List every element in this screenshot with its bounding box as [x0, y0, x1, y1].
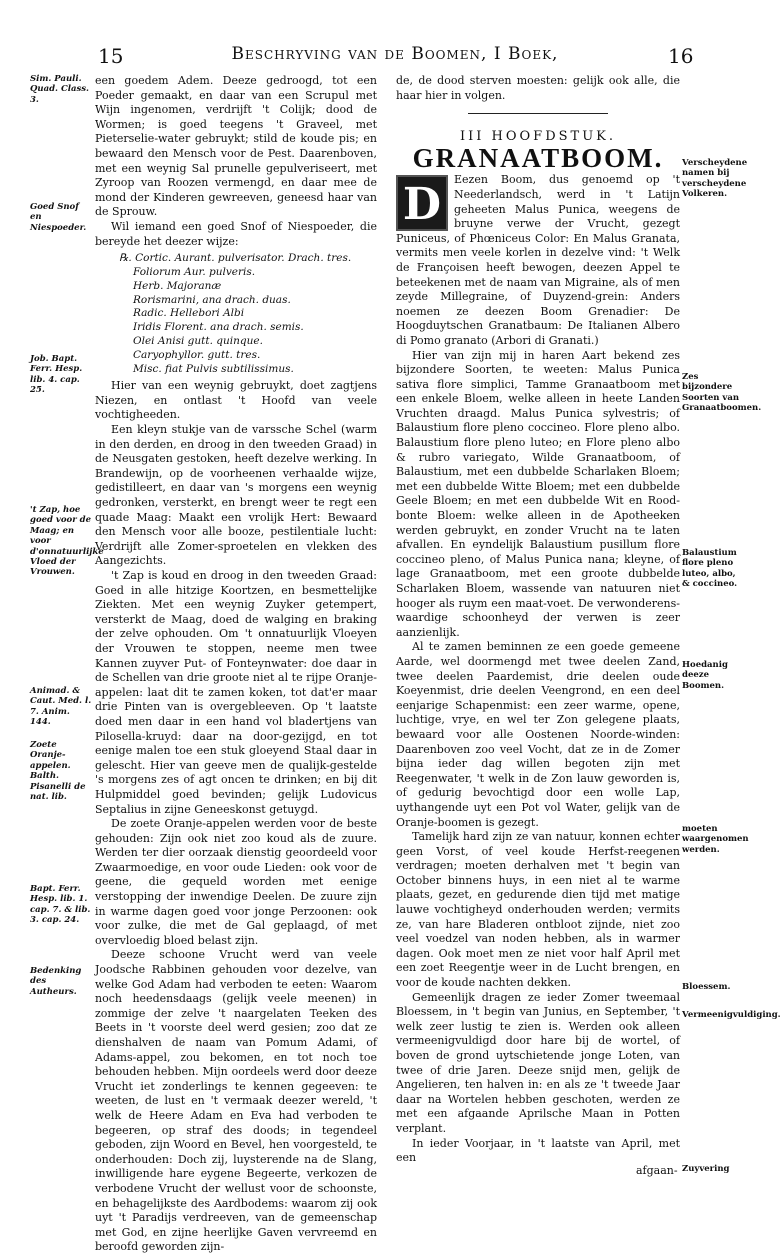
right-text-column	[396, 74, 680, 1166]
margin-note: Zoete Oranje-appelen. Balth. Pisanelli de nat. lib.	[30, 740, 86, 803]
page-number-right: 16	[668, 44, 694, 68]
recipe-line: Misc. fiat Pulvis subtilissimus.	[133, 362, 294, 375]
recipe-line: Herb. Majoranæ	[133, 279, 222, 292]
paragraph: Eezen Boom, dus genoemd op 't Neederlandsch, werd in 't Latijn geheeten Malus Punica, weegens de bruyne verwe der Vrucht, gezegt Puniceus, of Phœniceus Color: En Malus Granata, vermits men veele korlen in dezelve vind: 't Welk de Françoisen heeft bewogen, deezen Appel te beteekenen met de naam van Migraine, als of men zeyde Millegraine, of Duyzend-grein: Anders noemen ze deezen Boom Grenadier: De Hoogduytschen Granatbaum: De Italianen Albero di Pomo granato (Arbori di Granati.)	[396, 173, 680, 347]
paragraph: Hier van een weynig gebruykt, doet zagtjens Niezen, en ontlast 't Hoofd van veele vochtigheeden.	[95, 379, 377, 422]
chapter-heading: III HOOFDSTUK.	[459, 129, 616, 145]
margin-note: moeten waargenomen werden.	[682, 824, 749, 855]
paragraph: Al te zamen beminnen ze een goede gemeene Aarde, wel doormengd met twee deelen Zand, twee deelen Paardemist, drie deelen oude Koeyenmist, drie deelen Veengrond, en een deel eenjarige Schapenmist: een zeer warme, opene, luchtige, vrye, en wel ter Zon gelegene plaats, bewaard voor alle Oostenen Noorde-winden: Daarenboven zoo veel Vocht, dat ze in de Zomer bijna ieder dag willen begoten zijn met Reegenwater, 't welk in de Zon lauw geworden is, of gedurig bevochtigd door een wolle Lap, uythangende uyt een Pot vol Water, gelijk van de Oranje-boomen is gezegt.	[396, 640, 680, 829]
recipe-line: ℞. Cortic. Aurant. pulverisator. Drach. tres.	[119, 252, 352, 265]
paragraph: Een kleyn stukje van de varssche Schel (warm in den derden, en droog in den tweeden Graad) in de Neusgaten gestoken, heeft dezelve werking. In Brandewijn, op de voorheenen verhaalde wijze, gedistilleert, en daar van 's morgens een weynig gedronken, versterkt, en brengt weer te regt een quade Maag: Maakt een vrolijk Hert: Bewaard den Mensch voor alle booze, pestilentiale lucht: Verdrijft alle Zomer-sproetelen en vlekken des Aangezichts.	[95, 423, 377, 568]
margin-note: Goed Snof en Niespoeder.	[30, 202, 87, 233]
paragraph: Wil iemand een goed Snof of Niespoeder, die bereyde het deezer wijze:	[95, 219, 377, 248]
margin-note: Vermeenigvuldiging.	[682, 1010, 781, 1020]
paragraph: In ieder Voorjaar, in 't laatste van April, met een	[396, 1136, 680, 1165]
margin-note: Balaustium flore pleno luteo, albo, & coccineo.	[682, 548, 738, 590]
running-title: Beschryving van de Boomen, I Boek,	[231, 44, 559, 64]
catchword: afgaan-	[636, 1164, 678, 1177]
margin-note: Bedenking des Autheurs.	[30, 966, 82, 997]
margin-note: Zuyvering	[682, 1164, 730, 1174]
recipe-line: Olei Anisi gutt. quinque.	[133, 334, 263, 347]
recipe-line: Radic. Hellebori Albi	[133, 307, 245, 320]
margin-note: Animad. & Caut. Med. l. 7. Anim. 144.	[30, 686, 92, 728]
chapter-title: GRANAATBOOM.	[412, 142, 664, 173]
paragraph: Hier van zijn mij in haren Aart bekend zes bijzondere Soorten, te weeten: Malus Punica sativa flore simplici, Tamme Granaatboom met een enkele Bloem, welke alleen in heete Landen Vruchten draagd. Malus Punica sylvestris; of Balaustium flore pleno coccineo. Flore pleno albo. Balaustium flore pleno luteo; en Flore pleno albo & rubro variegato, Wilde Granaatboom, of Balaustium, met een dubbelde Scharlaken Bloem; met een dubbelde Witte Bloem; met een dubbelde Geele Bloem; en met een dubbelde Wit en Rood-bonte Bloem: welke alleen in de Apotheeken werden gebruykt, en zonder Vrucht na te laten afvallen. En eyndelijk Balaustium pusillum flore coccineo pleno, of Malus Punica nana; kleyne, of lage Granaatboom, met een groote dubbelde Scharlaken Bloem, wassende van natuuren niet hooger als ruym een maat-voet. De verwonderens-waardige schoonheyd der verwen is zeer aanzienlijk.	[396, 348, 680, 639]
paragraph: Tamelijk hard zijn ze van natuur, konnen echter geen Vorst, of veel koude Herfst-reegenen verdragen; moeten derhalven met 't begin van October binnens huys, in een niet al te warme plaats, gezet, en gedurende dien tijd met matige lauwe vochtigheyd onderhouden werden; vermits ze, van hare Bladeren ontbloot zijnde, niet zoo veel voedzel van noden hebben, als in warmer dagen. Ook moet men ze niet voor half April met een zoet Reegentje weer in de Lucht brengen, en voor de koude nachten dekken.	[396, 830, 680, 990]
paragraph: De zoete Oranje-appelen werden voor de beste gehouden: Zijn ook niet zoo koud als de zuure. Werden ter dier oorzaak dienstig geoordeeld voor Zwaarmoedige, en voor oude Lieden: ook voor de geene, die gequeld worden met eenige verstopping der inwendige Deelen. De zuure zijn in warme dagen goed voor jonge Perzoonen: ook voor zulke, die met de Gal geplaagd, of met overvloedig bloed belast zijn.	[95, 817, 377, 947]
paragraph: een goedem Adem. Deeze gedroogd, tot een Poeder gemaakt, en daar van een Scrupul met Wijn ingenomen, verdrijft 't Colijk; dood de Wormen; is goed teegens 't Graveel, met Pieterselie-water gebruykt; stild de koude pis; en bewaard den Mensch voor de Pest. Daarenboven, met een weynig Sal prunelle gepulveriseert, met Zyroop van Roozen vermengd, en daar mee de mond der Kinderen gewreeven, geneesd haar van de Sprouw.	[95, 74, 377, 219]
margin-note: Bloessem.	[682, 982, 731, 992]
margin-note: Bapt. Ferr. Hesp. lib. 1. cap. 7. & lib. 3. cap. 24.	[30, 884, 91, 926]
paragraph: 't Zap is koud en droog in den tweeden Graad: Goed in alle hitzige Koortzen, en besmettelijke Ziekten. Met een weynig Zuyker getempert, versterkt de Maag, doed de walging en braking der zelve ophouden. Om 't onnatuurlijk Vloeyen der Vrouwen te stoppen, neeme men twee Kannen zuyver Put- of Fonteynwater: doe daar in de Schellen van drie groote niet al te rijpe Oranje-appelen: laat dit te zamen koken, tot dat'er maar drie Pinten van is overgebleeven. Op 't laatste doed men daar in een hand vol bladertjens van Pilosella-kruyd: daar na door-gezijgd, en tot eenige malen toe een stuk gloeyend Staal daar in gelescht. Hier van geeve men de qualijk-gestelde 's morgens zes of agt oncen te drinken; en bij dit Hulpmiddel goed bevinden; gelijk Ludovicus Septalius in zijne Geneeskonst getuygd.	[95, 569, 377, 816]
paragraph: de, de dood sterven moesten: gelijk ook alle, die haar hier in volgen.	[396, 74, 680, 102]
divider	[468, 113, 608, 114]
margin-note: Verscheydene namen bij verscheydene Volkeren.	[682, 158, 748, 200]
paragraph: Gemeenlijk dragen ze ieder Zomer tweemaal Bloessem, in 't begin van Junius, en September, 't welk zeer lustig te zien is. Werden ook alleen vermeenigvuldigd door hare bij de wortel, of boven de grond uytschietende jonge Loten, van twee of drie Jaren. Deeze snijd men, gelijk de Angelieren, ten halven in: en als ze 't tweede Jaar daar na Wortelen hebben geschoten, werden ze met een afgaande Aprilsche Maan in Potten verplant.	[396, 990, 680, 1135]
recipe-line: Caryophyllor. gutt. tres.	[133, 348, 261, 361]
margin-note: Zes bijzondere Soorten van Granaatboomen.	[682, 372, 762, 414]
paragraph: Deeze schoone Vrucht werd van veele Joodsche Rabbinen gehouden voor dezelve, van welke God Adam had verboden te eeten: Waarom noch heedensdaags (gelijk veele meenen) in zommige der zelve 't naargelaten Teeken des Beets in 't voorste deel werd gesien; zoo dat ze dienshalven de naam van Pomum Adami, of Adams-appel, zou bekomen, en tot noch toe behouden hebben. Mijn oordeels werd door deeze Vrucht iet zonderlings te kennen gegeeven: te weeten, de lust en 't vermaak deezer wereld, 't welk de Heere Adam en Eva had verboden te begeeren, op straf des doods; in tegendeel geboden, zijn Woord en Bevel, hen voorgesteld, te onderhouden: Doch zij, luysterende na de Slang, inwilligende hare eygene Begeerte, verkozen de verbodene Vrucht der wellust voor de schoonste, en behagelijkste des Aardbodems: waarom zij ook uyt 't Paradijs verdreeven, van de gemeenschap met God, en zijne heerlijke Gaven vervreemd en beroofd geworden zijn-	[95, 948, 377, 1254]
recipe-line: Foliorum Aur. pulveris.	[133, 265, 256, 278]
margin-note: Hoedanig deeze Boomen.	[682, 660, 728, 691]
margin-note: 't Zap, hoe goed voor de Maag; en voor d'onnatuurlijke Vloed der Vrouwen.	[30, 505, 104, 578]
page-number-left: 15	[98, 44, 124, 68]
margin-note: Sim. Pauli. Quad. Class. 3.	[30, 74, 89, 105]
margin-note: Job. Bapt. Ferr. Hesp. lib. 4. cap. 25.	[30, 354, 83, 396]
drop-cap: D	[396, 175, 448, 231]
left-text-column	[95, 74, 377, 1255]
recipe-line: Rorismarini, ana drach. duas.	[133, 293, 291, 306]
recipe-line: Iridis Florent. ana drach. semis.	[133, 321, 304, 334]
recipe	[119, 252, 377, 376]
